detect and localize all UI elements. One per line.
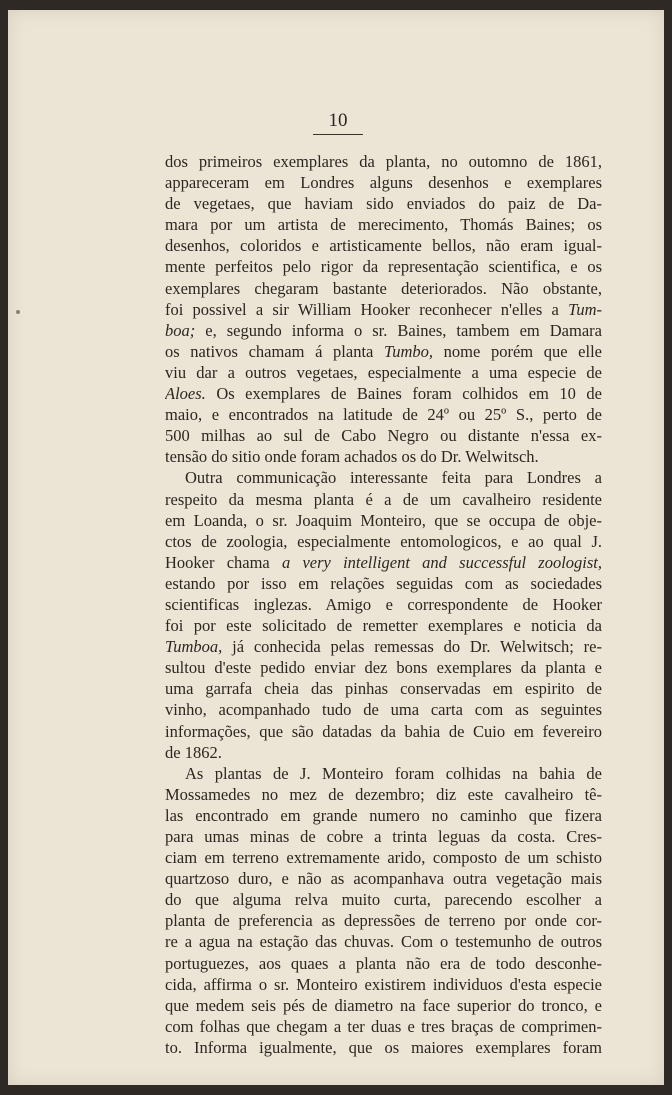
text-line [165,531,602,552]
text-segment: las encontrado em grande numero no caminho que fizera [165,805,602,825]
text-segment: dos primeiros exemplares da planta, no outomno de 1861, [165,152,602,171]
text-segment: scientificas inglezas. Amigo e correspondente de Hooker [165,594,602,614]
text-segment: cida, affirma o sr. Monteiro existirem individuos d'esta especie [165,974,602,994]
text-segment: e, segundo informa o sr. Baines, tambem em Damara [195,320,602,340]
text-segment: appareceram em Londres alguns desenhos e exemplares [165,173,602,193]
text-segment: desenhos, coloridos e artisticamente bellos, não eram igual- [165,236,602,256]
text-line [165,1016,602,1037]
text-line [165,510,602,531]
text-segment: Mossamedes no mez de dezembro; diz este cavalheiro tê- [165,784,602,804]
text-segment: viu dar a outros vegetaes, especialmente a uma especie de [165,362,602,382]
text-line [165,362,602,383]
text-line [165,552,602,573]
text-segment: estando por isso em relações seguidas com as sociedades [165,573,602,593]
italic-text: boa; [165,320,196,340]
text-segment: portuguezes, aos quaes a planta não era de todo desconhe- [165,953,602,973]
text-line [165,299,602,320]
book-page [8,10,664,1085]
text-segment: para umas minas de cobre a trinta leguas da costa. Cres- [165,827,602,846]
text-line [165,826,602,847]
text-line [165,657,602,678]
text-segment: to. Informa igualmente, que os maiores exemplares foram [165,1037,602,1057]
text-segment: Outra communicação interessante feita para Londres a [185,468,602,488]
text-line [165,320,602,341]
text-segment: foi por este solicitado de remetter exemplares e noticia da [165,616,602,636]
text-line [165,742,602,763]
text-line [165,467,602,488]
text-line [165,678,602,699]
text-segment: Os exemplares de Baines foram colhidos em 10 de [205,384,602,404]
text-segment: Hooker chama [165,552,282,572]
text-line [165,995,602,1016]
text-segment: vinho, acompanhado tudo de uma carta com as seguintes [165,700,602,720]
text-line [165,763,602,784]
text-line [165,784,602,805]
text-line [165,1037,602,1058]
text-segment: de vegetaes, que haviam sido enviados do paiz de Da- [165,194,602,214]
text-line [165,278,602,299]
text-segment: de 1862. [165,742,222,762]
text-line [165,931,602,952]
text-segment: re a agua na estação das chuvas. Com o testemunho de outros [165,932,602,952]
text-segment: ctos de zoologia, especialmente entomologicos, e ao qual J. [165,531,602,551]
paper-speck [16,310,20,314]
text-segment: As plantas de J. Monteiro foram colhidas na bahia de [185,763,602,783]
text-segment: maio, e encontrados na latitude de 24º ou 25º S., perto de [165,405,602,425]
text-line [165,594,602,615]
text-line [165,214,602,235]
text-line [165,868,602,889]
text-segment: que medem seis pés de diametro na face superior do tronco, e [165,995,602,1015]
text-line [165,953,602,974]
text-segment: uma garrafa cheia das pinhas conservadas em espirito de [165,679,602,699]
text-line [165,193,602,214]
text-segment: mara por um artista de merecimento, Thomás Baines; os [165,215,602,235]
text-segment: já conhecida pelas remessas do Dr. Welwitsch; re- [222,637,602,657]
page-number: 10 [328,110,348,131]
page-number-rule [313,134,363,135]
text-line [165,615,602,636]
text-line [165,805,602,826]
italic-text: Tumboa, [165,637,223,657]
text-line [165,172,602,193]
text-line [165,910,602,931]
italic-text: Tumbo, [383,341,434,361]
text-line [165,636,602,657]
text-line [165,235,602,256]
text-segment: ciam em terreno extremamente arido, composto de um schisto [165,848,602,868]
text-segment: do que alguma relva muito curta, parecendo escolher a [165,890,602,910]
text-segment: tensão do sitio onde foram achados os do Dr. Welwitsch. [165,447,539,467]
text-line [165,974,602,995]
text-segment: nome porém que elle [433,341,602,361]
text-line [165,404,602,425]
text-line [165,151,602,172]
text-segment: exemplares chegaram bastante deteriorados. Não obstante, [165,278,602,298]
text-line [165,573,602,594]
text-line [165,699,602,720]
text-segment: com folhas que chegam a ter duas e tres braças de comprimen- [165,1016,602,1036]
text-line [165,383,602,404]
text-segment: os nativos chamam á planta [165,341,384,361]
text-segment: mente perfeitos pelo rigor da representação scientifica, e os [165,257,602,277]
text-segment: sultou d'este pedido enviar dez bons exemplares da planta e [165,658,602,678]
text-line [165,425,602,446]
text-segment: foi possivel a sir William Hooker reconhecer n'elles a [165,299,569,319]
text-line [165,721,602,742]
italic-text: Aloes. [165,384,206,404]
text-line [165,446,602,467]
text-segment: quartzoso duro, e não as acompanhava outra vegetação mais [165,869,602,889]
text-line [165,889,602,910]
italic-text: a very intelligent and successful zoologist, [281,552,602,572]
text-segment: 500 milhas ao sul de Cabo Negro ou distante n'essa ex- [165,426,602,446]
text-segment: informações, que são datadas da bahia de Cuio em fevereiro [165,721,602,741]
text-line [165,256,602,277]
italic-text: Tum- [568,299,602,319]
text-line [165,489,602,510]
text-segment: respeito da mesma planta é a de um cavalheiro residente [165,489,602,509]
body-text [165,151,602,1058]
text-segment: em Loanda, o sr. Joaquim Monteiro, que se occupa de obje- [165,510,602,530]
text-line [165,341,602,362]
text-segment: planta de preferencia as depressões de terreno por onde cor- [165,911,602,931]
text-line [165,847,602,868]
